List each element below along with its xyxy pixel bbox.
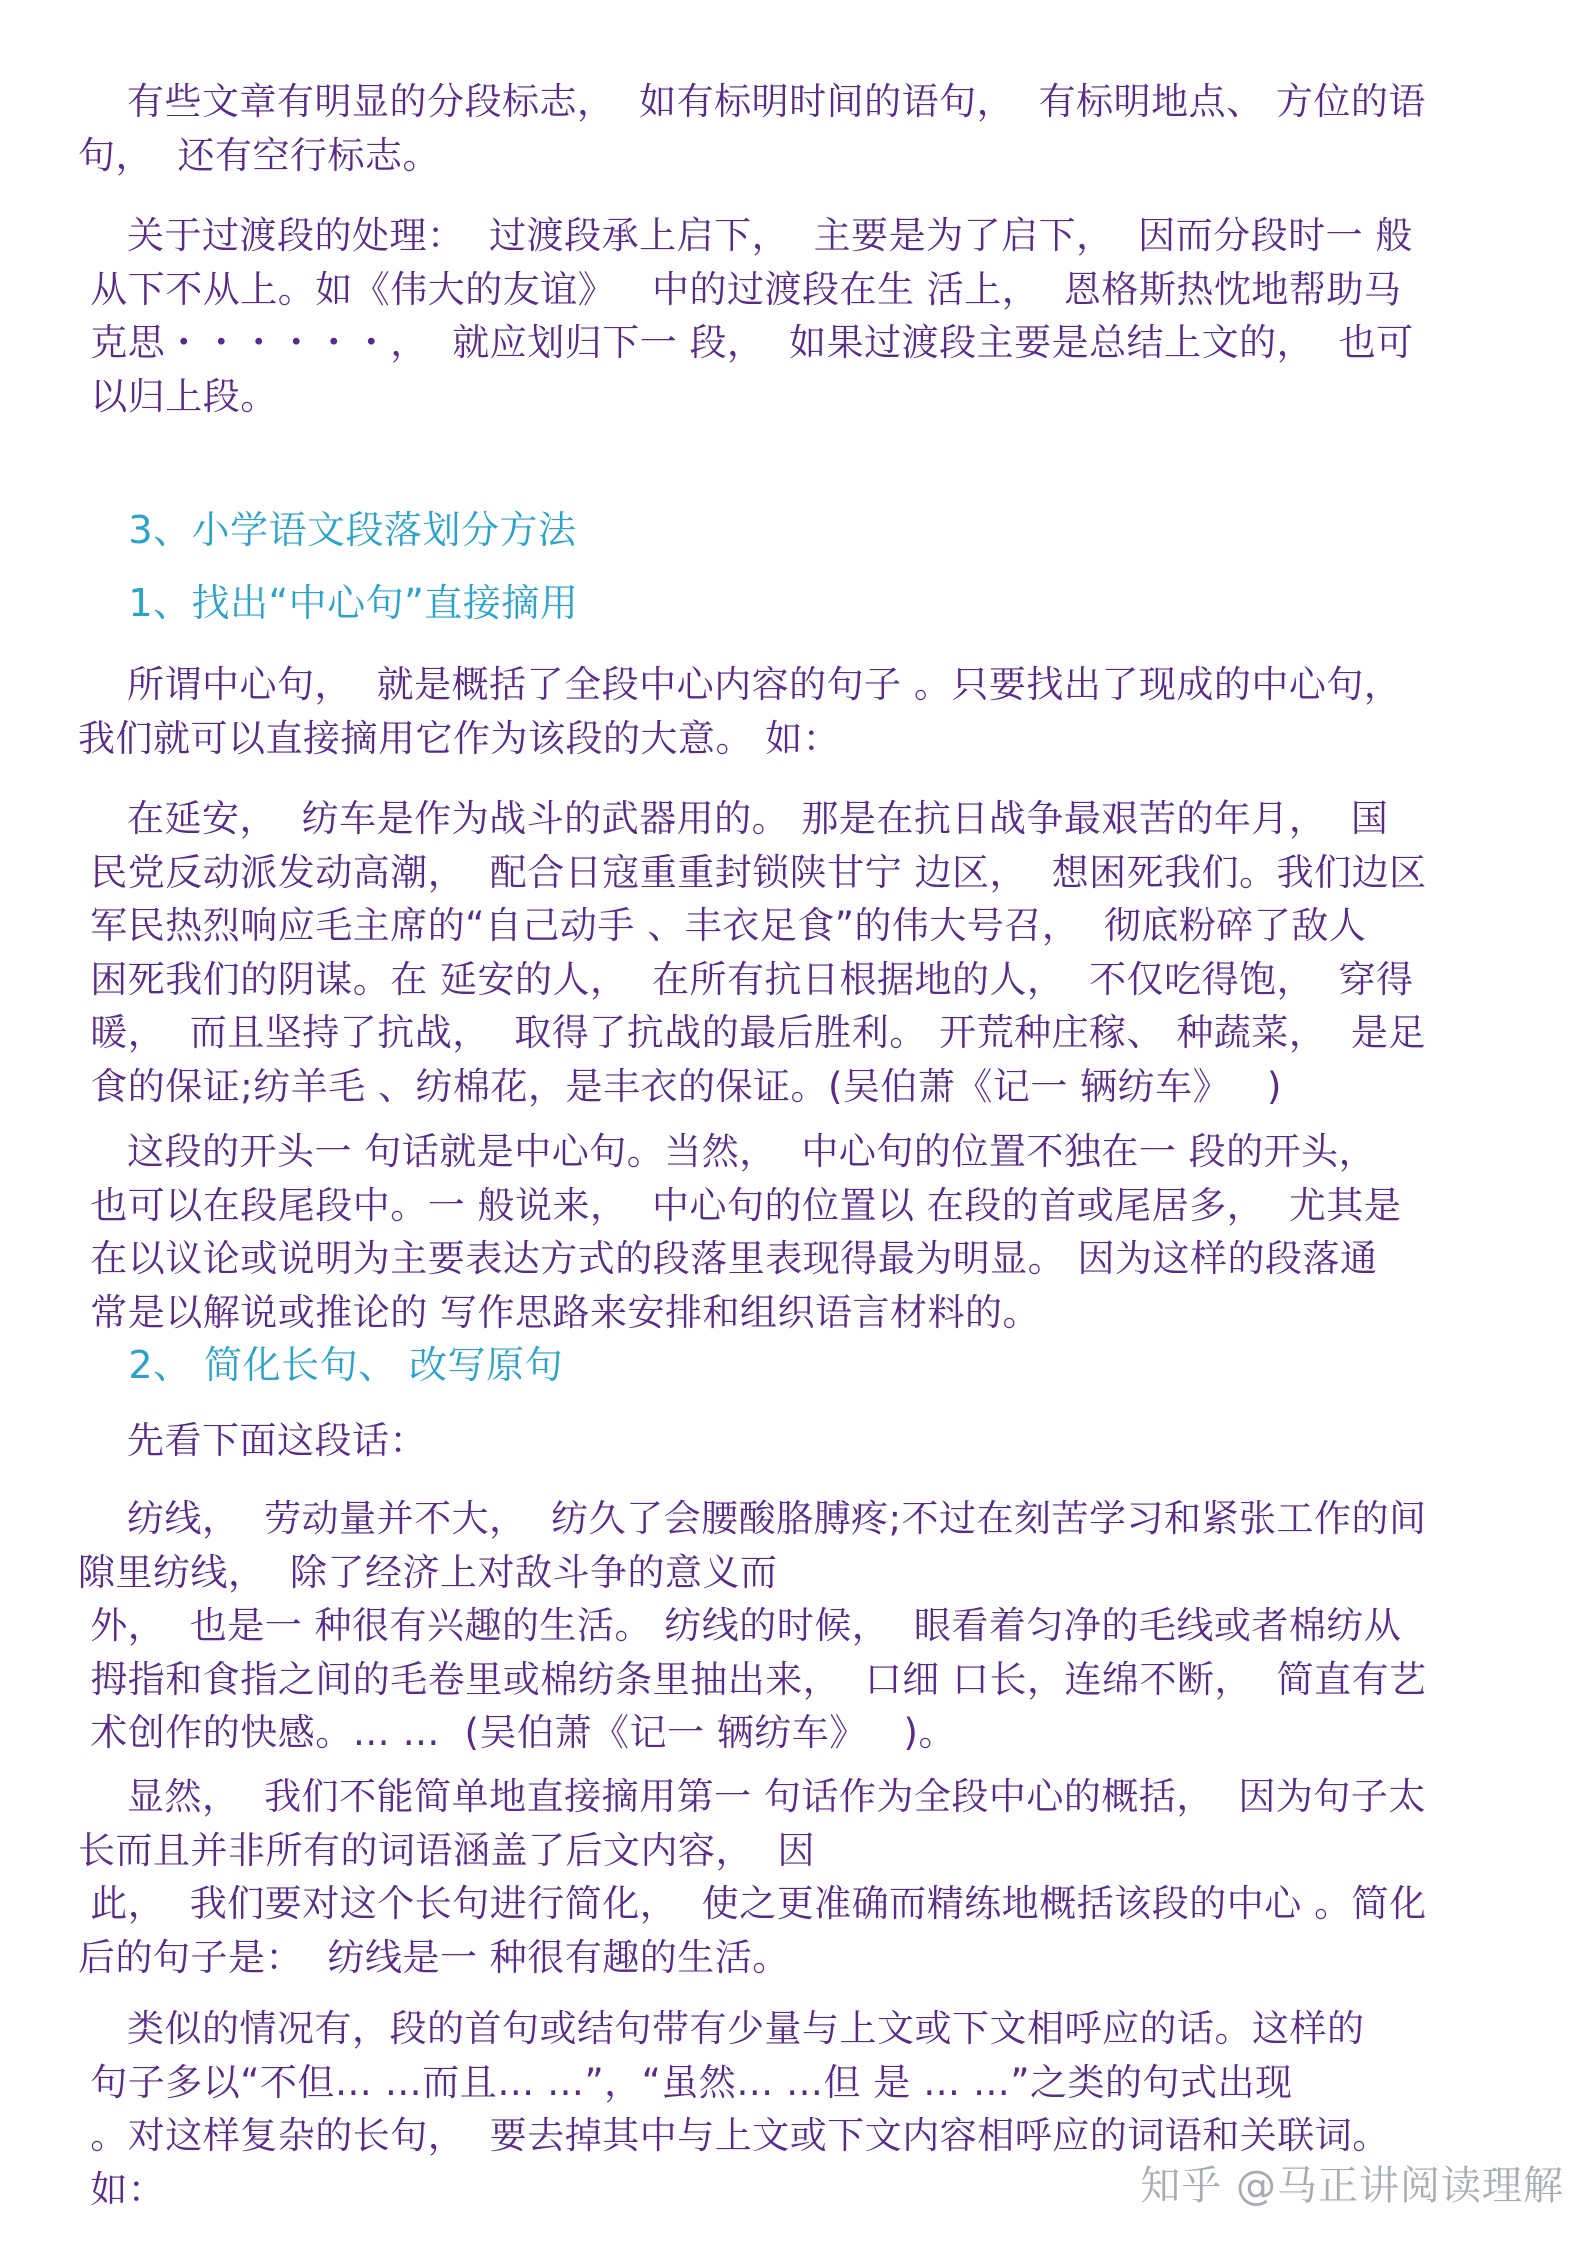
subheading-find-central-sentence: 1、找出“中心句”直接摘用	[78, 581, 579, 625]
subheading-simplify-long-sentence: 2、 简化长句、 改写原句	[78, 1343, 564, 1387]
paragraph-similar-cases: 类似的情况有，段的首句或结句带有少量与上文或下文相呼应的话。这样的 句子多以“不但… …而且… …”，“虽然… …但 是 … …”之类的句式出现 。对这样复杂的长句， 要去掉其中与上文或下文内容相呼应的词语和关联词。 如：	[90, 2007, 1390, 2211]
paragraph-central-sentence-position: 这段的开头一 句话就是中心句。当然， 中心句的位置不独在一 段的开头， 也可以在段尾段中。一 般说来， 中心句的位置以 在段的首或尾居多， 尤其是 在以议论或说明为主要表达方式的段落里表现得最为明显。 因为这样的段落通 常是以解说或推论的 写作思路来安排和组织语言材料的。	[90, 1130, 1402, 1334]
paragraph-central-sentence-definition: 所谓中心句， 就是概括了全段中心内容的句子 。只要找出了现成的中心句， 我们就可以直接摘用它作为该段的大意。 如：	[78, 663, 1402, 760]
zhihu-watermark: 知乎 @马正讲阅读理解	[1140, 2163, 1564, 2209]
paragraph-simplification-explanation: 显然， 我们不能简单地直接摘用第一 句话作为全段中心的概括， 因为句子太 长而且并非所有的词语涵盖了后文内容， 因 此， 我们要对这个长句进行简化， 使之更准确而精练地概括该段的中心 。简化 后的句子是： 纺线是一 种很有趣的生活。	[78, 1775, 1427, 1979]
section-heading-segmentation-methods: 3、小学语文段落划分方法	[78, 508, 577, 552]
quote-spinning-thread: 纺线， 劳动量并不大， 纺久了会腰酸胳膊疼;不过在刻苦学习和紧张工作的间 隙里纺线， 除了经济上对敌斗争的意义而 外， 也是一 种很有兴趣的生活。 纺线的时候， 眼看着匀净的毛线或者棉纺从 拇指和食指之间的毛卷里或棉纺条里抽出来， 口细 口长，连绵不断， 简直有艺 术创作的快感。… … (吴伯萧《记一 辆纺车》 )。	[78, 1497, 1427, 1754]
paragraph-read-following: 先看下面这段话：	[78, 1419, 428, 1462]
quote-yanan-spinning-wheel: 在延安， 纺车是作为战斗的武器用的。 那是在抗日战争最艰苦的年月， 国 民党反动派发动高潮， 配合日寇重重封锁陕甘宁 边区， 想困死我们。我们边区 军民热烈响应毛主席的“自己动手 、丰衣足食”的伟大号召， 彻底粉碎了敌人 困死我们的阴谋。在 延安的人， 在所有抗日根据地的人， 不仅吃得饱， 穿得 暖， 而且坚持了抗战， 取得了抗战的最后胜利。 开荒种庄稼、 种蔬菜， 是足 食的保证;纺羊毛 、纺棉花，是丰衣的保证。(吴伯萧《记一 辆纺车》 )	[90, 797, 1427, 1108]
paragraph-transition-handling: 关于过渡段的处理： 过渡段承上启下， 主要是为了启下， 因而分段时一 般 从下不从上。如《伟大的友谊》 中的过渡段在生 活上， 恩格斯热忱地帮助马 克思・・・・・・， 就应划归下一 段， 如果过渡段主要是总结上文的， 也可 以归上段。	[90, 214, 1414, 418]
paragraph-paragraph-markers: 有些文章有明显的分段标志， 如有标明时间的语句， 有标明地点、 方位的语 句， 还有空行标志。	[78, 80, 1426, 177]
